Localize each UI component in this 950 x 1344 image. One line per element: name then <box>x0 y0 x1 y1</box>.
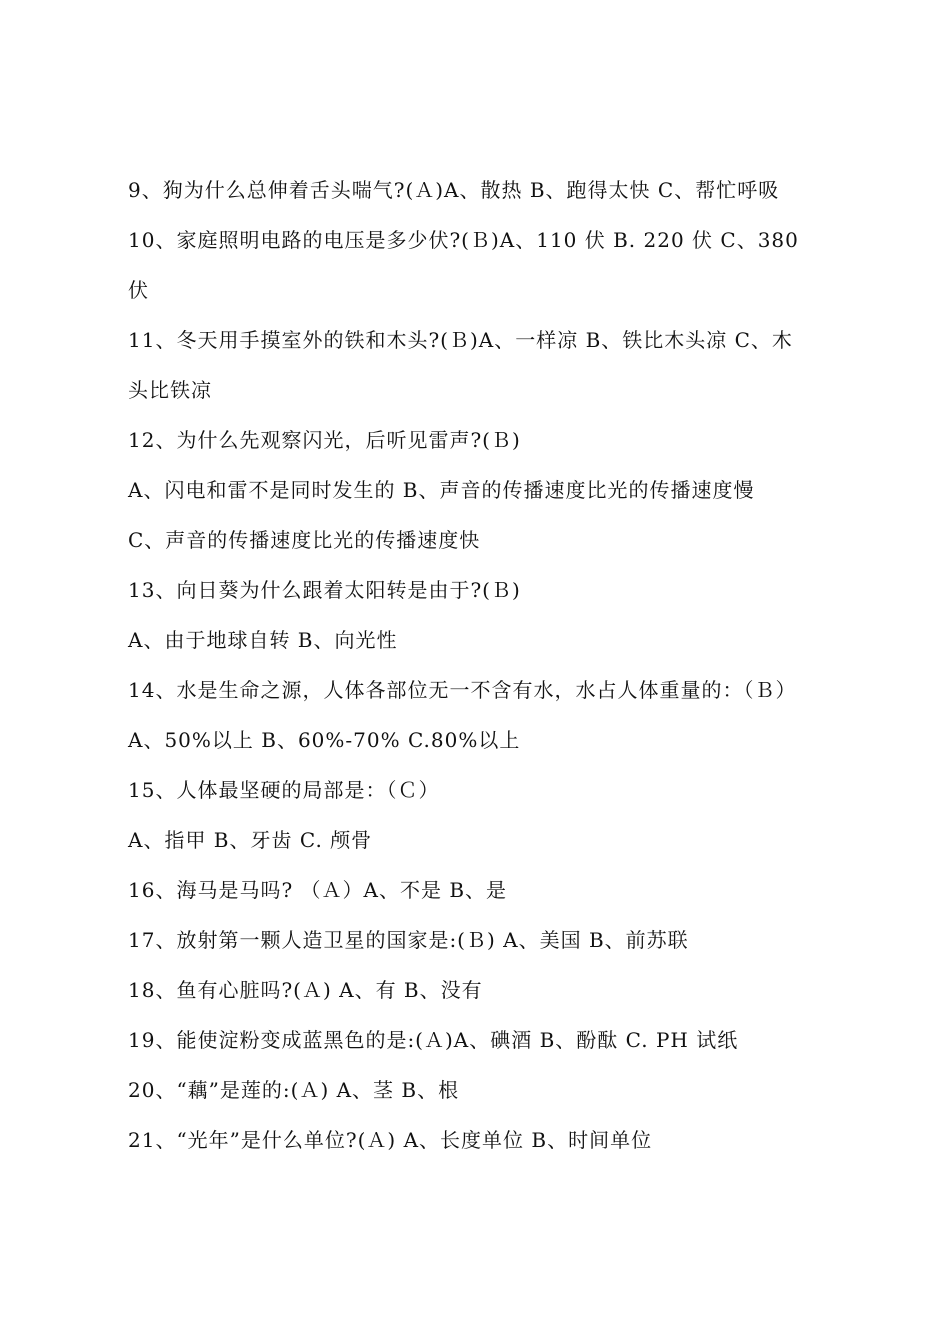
text-line: 20、“藕”是莲的:(Ａ) A、茎 B、根 <box>128 1078 460 1102</box>
text-line: 伏 <box>128 278 149 302</box>
text-line: A、指甲 B、牙齿 C. 颅骨 <box>128 828 373 852</box>
text-line: 11、冬天用手摸室外的铁和木头?(Ｂ)A、一样凉 B、铁比木头凉 C、木 <box>128 328 793 352</box>
document-body <box>128 165 838 1165</box>
text-line: 19、能使淀粉变成蓝黑色的是:(Ａ)A、碘酒 B、酚酞 C. PH 试纸 <box>128 1028 739 1052</box>
text-line: C、声音的传播速度比光的传播速度快 <box>128 528 481 552</box>
text-line: 13、向日葵为什么跟着太阳转是由于?(Ｂ) <box>128 578 521 602</box>
text-line: 头比铁凉 <box>128 378 212 402</box>
text-line: 14、水是生命之源，人体各部位无一不含有水，水占人体重量的：（Ｂ） <box>128 678 797 702</box>
text-line: 10、家庭照明电路的电压是多少伏?(Ｂ)A、110 伏 B. 220 伏 C、380 <box>128 228 799 252</box>
text-line: 18、鱼有心脏吗?(Ａ) A、有 B、没有 <box>128 978 483 1002</box>
text-line: A、由于地球自转 B、向光性 <box>128 628 398 652</box>
text-line: 9、狗为什么总伸着舌头喘气?(Ａ)A、散热 B、跑得太快 C、帮忙呼吸 <box>128 178 780 202</box>
text-line: 17、放射第一颗人造卫星的国家是:(Ｂ) A、美国 B、前苏联 <box>128 928 689 952</box>
text-line: A、50%以上 B、60%-70% C.80%以上 <box>128 728 521 752</box>
text-line: A、闪电和雷不是同时发生的 B、声音的传播速度比光的传播速度慢 <box>128 478 755 502</box>
text-line: 12、为什么先观察闪光，后听见雷声?(Ｂ) <box>128 428 521 452</box>
text-line: 16、海马是马吗? （Ａ）A、不是 B、是 <box>128 878 508 902</box>
text-line: 21、“光年”是什么单位?(Ａ) A、长度单位 B、时间单位 <box>128 1128 653 1152</box>
text-line: 15、人体最坚硬的局部是：（Ｃ） <box>128 778 440 802</box>
